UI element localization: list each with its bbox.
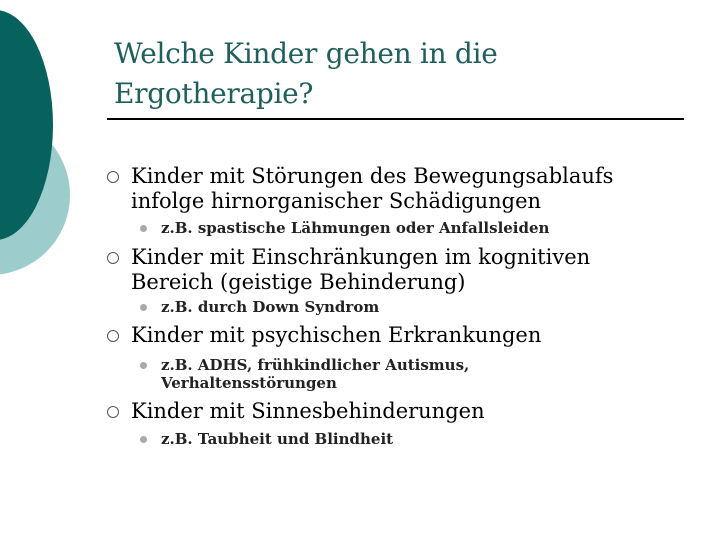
list-item-line1: Kinder mit Einschränkungen im kognitiven — [131, 245, 591, 269]
sub-list-item — [161, 356, 661, 392]
sub-list-item: z.B. spastische Lähmungen oder Anfallsleiden — [161, 219, 550, 237]
sub-bullet-dot-icon — [140, 304, 147, 311]
bullet-ring-icon — [107, 330, 119, 342]
sub-bullet-dot-icon — [140, 225, 147, 232]
sub-bullet-dot-icon — [140, 436, 147, 443]
sub-list-item-line1: z.B. ADHS, frühkindlicher Autismus, — [161, 356, 470, 374]
sub-list-item-line2: Verhaltensstörungen — [161, 374, 337, 392]
bullet-ring-icon — [107, 252, 119, 264]
list-item-line2: Bereich (geistige Behinderung) — [131, 270, 466, 294]
list-item — [131, 245, 691, 295]
list-item — [131, 164, 691, 214]
slide-title-line1: Welche Kinder gehen in die — [114, 37, 498, 70]
bullet-ring-icon — [107, 406, 119, 418]
list-item — [131, 399, 691, 424]
list-item-line1: Kinder mit psychischen Erkrankungen — [131, 323, 542, 347]
slide-title-line2: Ergotherapie? — [114, 77, 314, 110]
list-item-line2: infolge hirnorganischer Schädigungen — [131, 189, 542, 213]
sub-list-item: z.B. Taubheit und Blindheit — [161, 430, 394, 448]
sub-bullet-dot-icon — [140, 362, 147, 369]
list-item — [131, 323, 691, 348]
list-item-line1: Kinder mit Sinnesbehinderungen — [131, 399, 485, 423]
sub-list-item: z.B. durch Down Syndrom — [161, 298, 380, 316]
list-item-line1: Kinder mit Störungen des Bewegungsablaufs — [131, 164, 614, 188]
bullet-ring-icon — [107, 171, 119, 183]
